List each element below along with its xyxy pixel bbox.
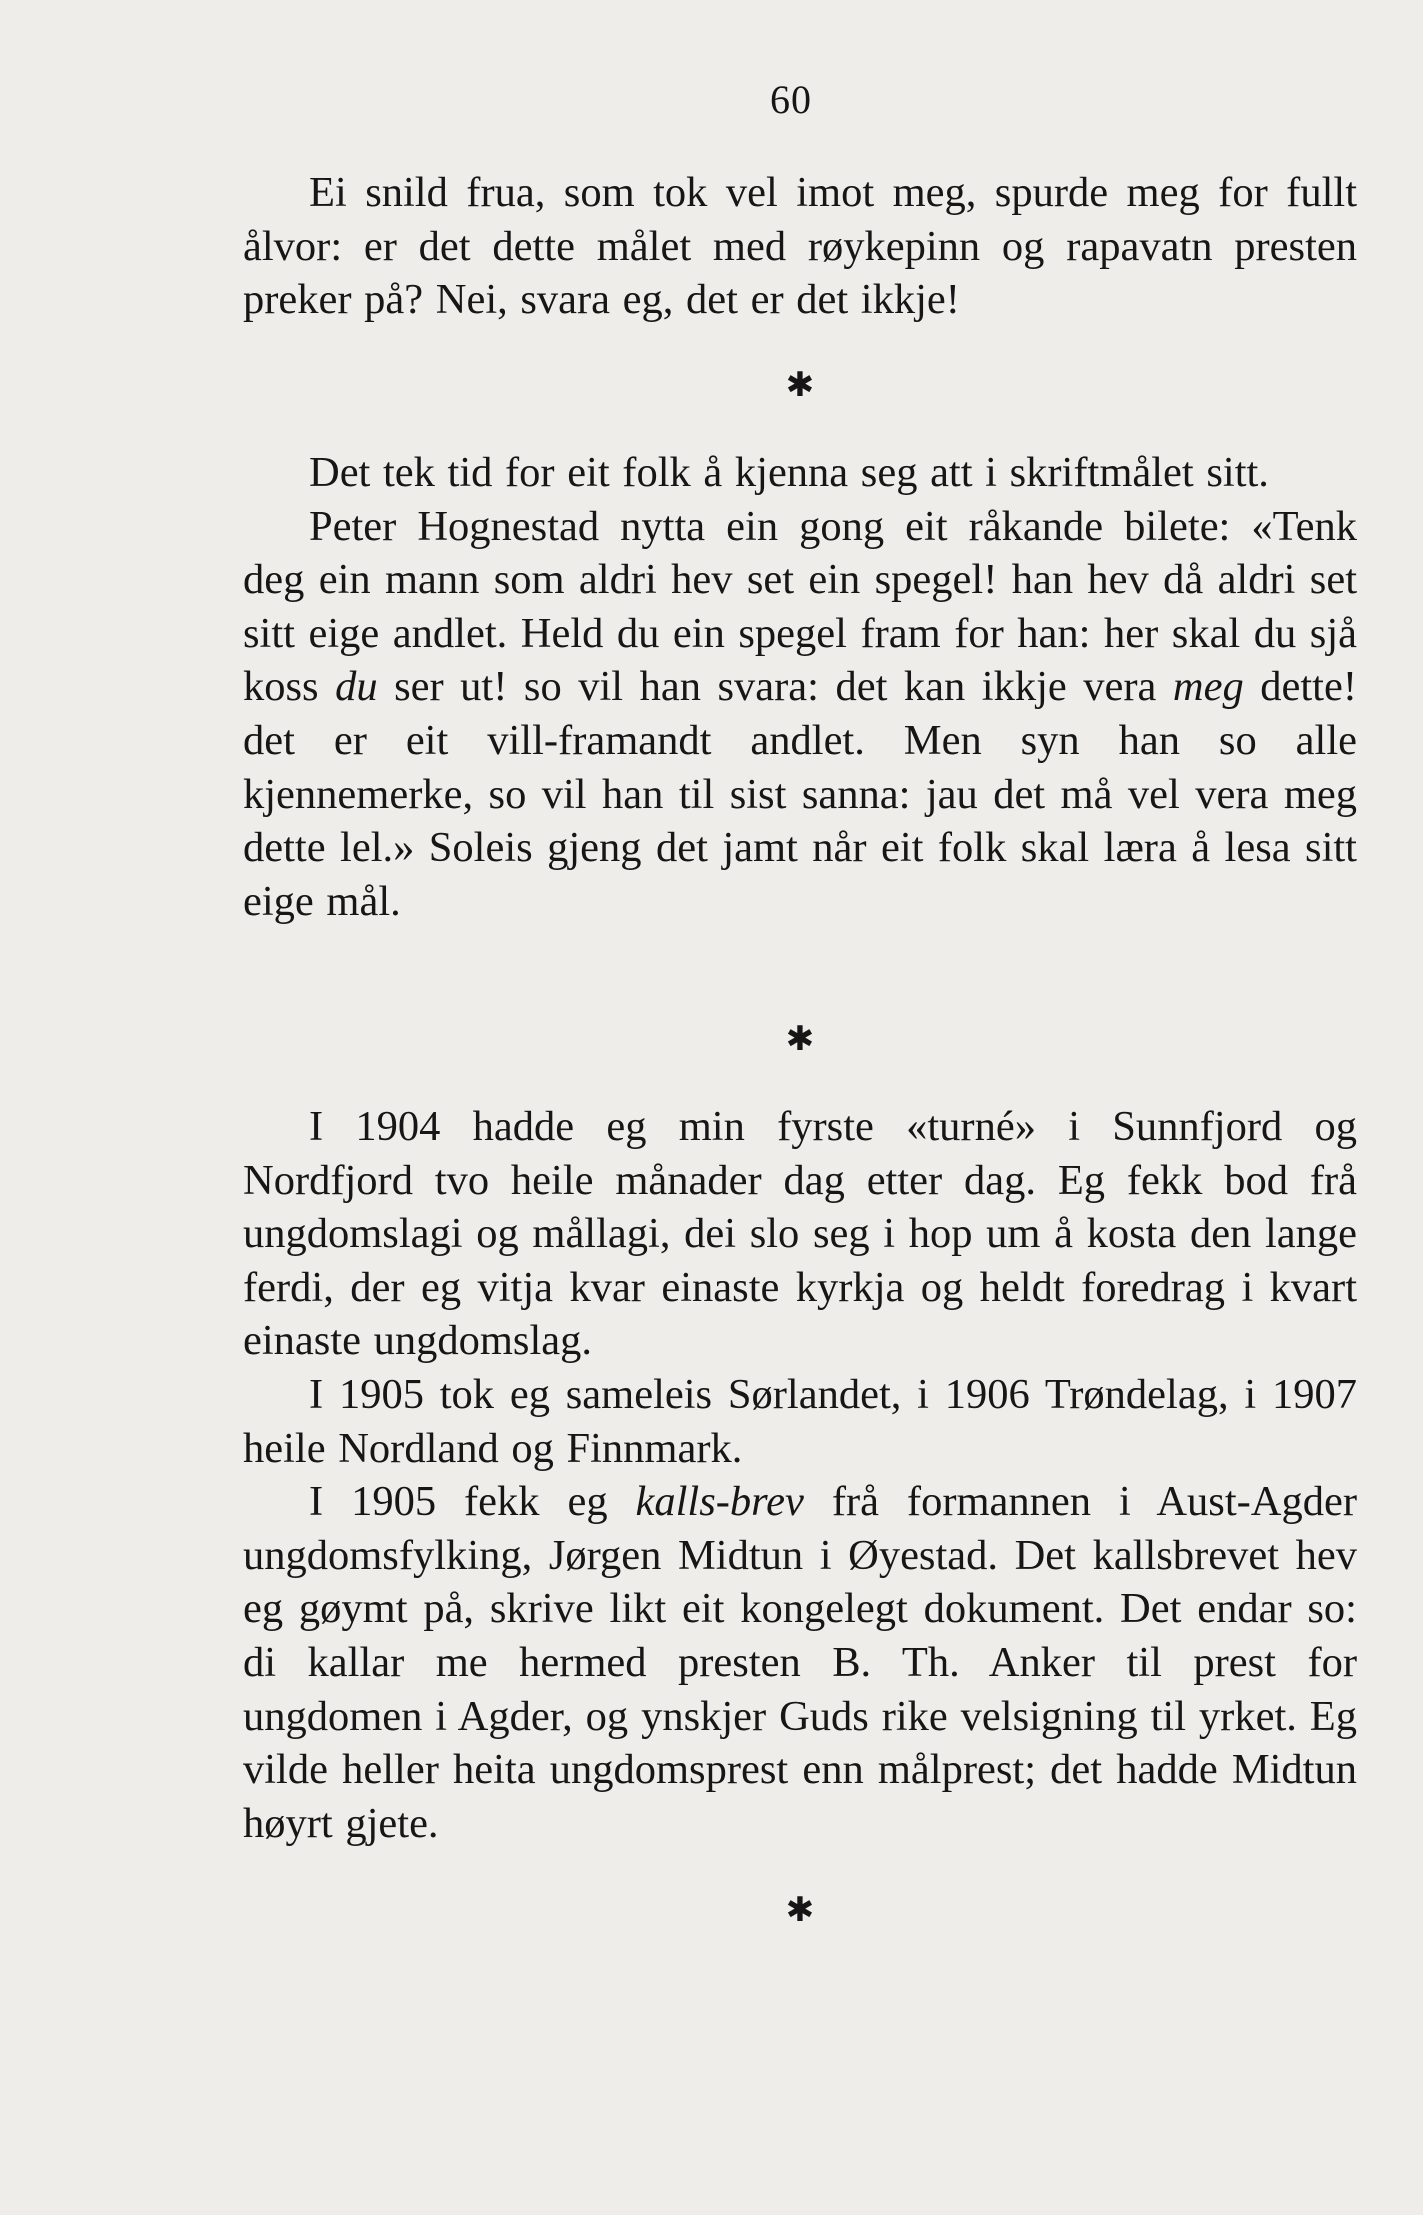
section-separator-2: ✱ (785, 1019, 815, 1059)
kallsbrev-text-b: frå formannen i Aust-Agder ungdomsfylking, Jørgen Midtun i Øyestad. Det kallsbrevet hev eg gøymt på, skrive likt eit kongelegt dokument. Det endar so: di kallar me hermed presten B. Th. Anker til prest for ungdomen i Agder, og ynskjer Guds rike velsigning til yrket. Eg vilde heller heita ungdomsprest enn målprest; det hadde Midtun høyrt gjete. (243, 1478, 1357, 1847)
quote-text-c: dette! det er eit vill-framandt andlet. Men syn han so alle kjennemerke, so vil han til sist sanna: jau det må vel vera meg dette lel.» Soleis gjeng det jamt når eit folk skal læra å lesa sitt eige mål. (243, 663, 1357, 925)
section-3 (243, 1100, 1357, 1850)
section-2 (243, 446, 1357, 928)
quote-text-a: Peter Hognestad nytta ein gong eit råkande bilete: «Tenk deg ein mann som aldri hev set ein spegel! han hev då aldri set sitt eige andlet. Held du ein spegel fram for han: her skal du sjå koss (243, 502, 1357, 711)
paragraph-1905-1907: I 1905 tok eg sameleis Sørlandet, i 1906 Trøndelag, i 1907 heile Nordland og Finnmark. (243, 1370, 1357, 1472)
page-number: 60 (770, 77, 812, 122)
kallsbrev-text-a: I 1905 fekk eg (309, 1478, 636, 1526)
quote-emphasis-meg: meg (1172, 663, 1244, 711)
section-separator-1: ✱ (785, 365, 815, 405)
kallsbrev-emphasis: kalls-brev (635, 1478, 804, 1526)
paragraph-snild-frua: Ei snild frua, som tok vel imot meg, spurde meg for fullt ålvor: er det dette målet med røykepinn og rapavatn presten preker på? Nei, svara eg, det er det ikkje! (243, 169, 1357, 324)
paragraph-kalls-brev (243, 1475, 1357, 1850)
section-separator-3: ✱ (785, 1890, 815, 1930)
quote-emphasis-du: du (335, 663, 378, 711)
quote-text-b: ser ut! so vil han svara: det kan ikkje vera (377, 663, 1173, 711)
paragraph-hognestad-quote (243, 500, 1357, 929)
paragraph-turne-1904: I 1904 hadde eg min fyrste «turné» i Sunnfjord og Nordfjord tvo heile månader dag etter dag. Eg fekk bod frå ungdomslagi og mållagi, dei slo seg i hop um å kosta den lange ferdi, der eg vitja kvar einaste kyrkja og heldt foredrag i kvart einaste ungdomslag. (243, 1103, 1357, 1365)
section-1 (243, 166, 1357, 327)
paragraph-skriftmaalet: Det tek tid for eit folk å kjenna seg att i skriftmålet sitt. (309, 449, 1269, 496)
